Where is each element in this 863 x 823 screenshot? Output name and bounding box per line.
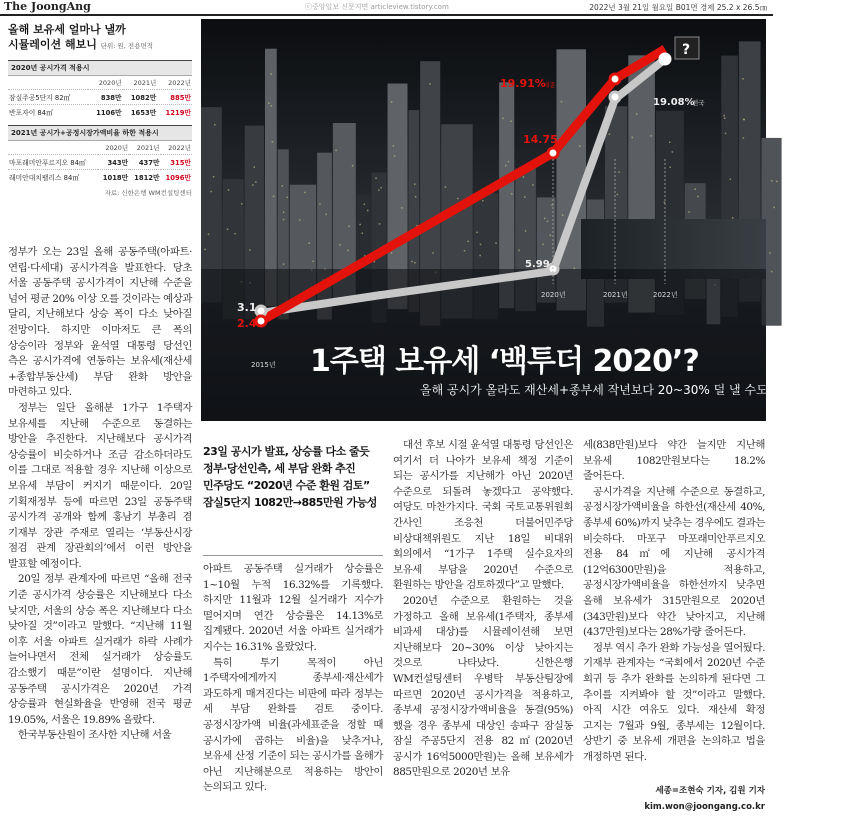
paragraph: 20일 정부 관계자에 따르면 “올해 전국 기준 공시가격 상승률은 지난해보다 다소 낮지만, 서울의 상승 폭은 지난해보다 다소 낮아질 것”이라고 말했다. “지난해 11월 이후 서울 아파트 실거래가 하락 사례가 늘어나면서 전체 실거래가 상승률도 감소했기 때문”이란 설명이다. 지난해 공동주택 공시가격은 2020년 가격 상승률과 현실화율을 반영해 전국 평균 19.05%, 서울은 19.89% 올랐다. bbox=[8, 573, 192, 726]
article-column-4 bbox=[583, 438, 765, 765]
window-light bbox=[364, 204, 366, 206]
window-light bbox=[479, 255, 481, 256]
window-light bbox=[414, 183, 416, 185]
window-light bbox=[550, 235, 552, 237]
window-light bbox=[273, 196, 275, 198]
deck-line: 민주당도 “2020년 수준 환원 검토” bbox=[203, 479, 370, 492]
point-sejong-2015 bbox=[256, 316, 266, 326]
window-light bbox=[502, 118, 504, 120]
window-light bbox=[271, 105, 273, 107]
year-header: 2022년 bbox=[168, 79, 191, 87]
question-mark: ? bbox=[682, 42, 691, 58]
window-light bbox=[664, 202, 666, 204]
window-light bbox=[732, 217, 734, 219]
window-light bbox=[208, 233, 210, 235]
window-light bbox=[432, 252, 434, 254]
window-light bbox=[617, 194, 619, 196]
window-light bbox=[204, 249, 206, 251]
top-rule bbox=[0, 14, 773, 16]
window-light bbox=[252, 184, 254, 186]
paragraph: 세(838만원)보다 약간 늘지만 지난해 보유세 1082만원보다는 18.2% 줄어든다. bbox=[583, 439, 765, 483]
window-light bbox=[609, 133, 611, 135]
table-row: 잠실주공5단지 82㎡ 838만 1082만 885만 bbox=[8, 90, 192, 105]
window-light bbox=[723, 115, 725, 117]
window-light bbox=[457, 198, 459, 200]
year-header: 2021년 bbox=[136, 144, 160, 152]
window-light bbox=[339, 244, 341, 246]
window-light bbox=[255, 181, 257, 183]
window-light bbox=[518, 250, 520, 252]
top-bar bbox=[0, 0, 773, 14]
series-label-sejong: 세종 bbox=[543, 81, 556, 89]
window-light bbox=[505, 165, 507, 167]
table-row: 반포자이 84㎡ 1106만 1653만 1219만 bbox=[8, 105, 192, 120]
paragraph: 대선 후보 시절 윤석열 대통령 당선인은 여기서 더 나아가 보유세 책정 기준이 되는 공시가를 지난해가 아닌 2020년 수준으로 되돌려 놓겠다고 공약했다. 여당도 마찬가지다. 국회 국토교통위원회 간사인 조응천 더불어민주당 비상대책위원도 지난 18일 비대위 회의에서 “1가구 1주택 실수요자의 보유세 부담을 2020년 수준으로 환원하는 방안을 검토하겠다”고 말했다. bbox=[393, 439, 573, 592]
x-tick-label: 2020년 bbox=[541, 291, 566, 299]
window-light bbox=[249, 249, 251, 251]
paragraph: 정부는 일단 올해분 1가구 1주택자 보유세를 지난해 수준으로 동결하는 방안을 추진한다. 지난해보다 공시가격 상승률이 비슷하거나 조금 감소하더라도 이를 그대로 적용할 경우 지난해 이상으로 보유세 부담이 커지기 때문이다. 20일 기획재정부 등에 따르면 23일 공동주택 공시가격 공개와 함께 홍남기 부총리 겸 기재부 장관 주재로 열리는 ‘부동산시장 점검 관계 장관회의’에서 이런 방안을 발표할 예정이다. bbox=[8, 401, 192, 570]
deck-line: 23일 공시가 발표, 상승률 다소 줄듯 bbox=[203, 445, 370, 458]
reporter-names: 세종=조현숙 기자, 김원 기자 bbox=[655, 786, 765, 796]
window-light bbox=[771, 180, 773, 182]
table-row: 마포래미안푸르지오 84㎡ 343만 437만 315만 bbox=[8, 155, 192, 170]
year-header: 2021년 bbox=[133, 79, 157, 87]
window-light bbox=[362, 232, 364, 234]
window-light bbox=[650, 135, 652, 137]
window-light bbox=[697, 196, 699, 198]
point-sejong-2020 bbox=[548, 148, 558, 158]
window-light bbox=[510, 121, 512, 123]
window-light bbox=[391, 101, 393, 103]
table-2021 bbox=[8, 125, 192, 184]
table-row: 래미안대치팰리스 84㎡ 1018만 1812만 1096만 bbox=[8, 170, 192, 185]
chart-source: 자료: 국토교통부 bbox=[853, 388, 862, 450]
window-light bbox=[482, 200, 484, 202]
simulation-title-line2: 시뮬레이션 해보니 bbox=[8, 38, 97, 51]
window-light bbox=[325, 214, 327, 216]
window-light bbox=[308, 242, 310, 244]
window-light bbox=[347, 250, 349, 252]
chart-legend bbox=[853, 145, 863, 451]
window-light bbox=[743, 119, 745, 121]
window-light bbox=[299, 219, 301, 221]
window-light bbox=[272, 141, 274, 143]
window-light bbox=[214, 124, 216, 126]
newspaper-logo: The JoongAng bbox=[4, 0, 91, 13]
window-light bbox=[270, 73, 272, 75]
window-light bbox=[268, 102, 270, 104]
window-light bbox=[573, 268, 575, 270]
window-light bbox=[210, 191, 212, 193]
window-light bbox=[286, 197, 288, 199]
window-light bbox=[688, 211, 690, 213]
window-light bbox=[636, 113, 638, 115]
window-light bbox=[669, 167, 671, 169]
simulation-title-line1: 올해 보유세 얼마나 낼까 bbox=[8, 23, 126, 36]
window-light bbox=[319, 203, 321, 205]
window-light bbox=[379, 223, 381, 225]
window-light bbox=[725, 133, 727, 135]
point-national-2021 bbox=[610, 92, 620, 102]
deck-line: 잠실5단지 1082만→885만원 가능성 bbox=[203, 496, 377, 509]
x-tick-label: 2015년 bbox=[251, 361, 276, 369]
x-tick-label: 2022년 bbox=[653, 291, 678, 299]
window-light bbox=[467, 241, 469, 243]
window-light bbox=[562, 214, 564, 216]
data-label-national: 19.08% bbox=[653, 97, 695, 108]
window-light bbox=[213, 176, 215, 178]
window-light bbox=[523, 176, 525, 178]
window-light bbox=[282, 185, 284, 187]
window-light bbox=[631, 137, 633, 139]
window-light bbox=[776, 181, 778, 183]
deck-divider bbox=[203, 555, 383, 556]
paragraph: 2020년 수준으로 환원하는 것을 가정하고 올해 보유세(1주택자, 종부세 비과세 대상)를 시뮬레이션해 보면 지난해보다 20~30% 이상 낮아지는 것으로 나타났다. 신한은행 WM컨설팅센터 우병탁 부동산팀장에 따르면 2020년 공시가격을 적용하고, 종부세 공정시장가액비율을 동결(95%)했을 경우 종부세 대상인 송파구 잠실동 잠실 주공5단지 전용 82㎡(2020년 공시가 16억5000만원)는 올해 보유세가 885만원으로 2020년 보유 bbox=[393, 594, 573, 779]
date-info: 2022년 3월 21일 월요일 B01면 경제 25.2 x 26.5㎝ bbox=[589, 3, 767, 12]
window-light bbox=[672, 151, 674, 153]
paragraph: 정부 역시 추가 완화 가능성을 열어뒀다. 기재부 관계자는 “국회에서 2020년 수준 회귀 등 추가 완화를 논의하게 된다면 그 추이를 지켜봐야 할 것”이라고 말했다. 아직 시간 여유도 있다. 재산세 확정 고지는 7월과 9월, 종부세는 12월이다. 상반기 중 보유세 개편을 논의하고 법을 개정하면 된다. bbox=[583, 641, 765, 763]
window-light bbox=[669, 142, 671, 144]
window-light bbox=[234, 233, 236, 235]
article-column-2 bbox=[203, 562, 383, 796]
window-light bbox=[375, 177, 377, 179]
building bbox=[265, 49, 277, 306]
window-light bbox=[742, 78, 744, 80]
window-light bbox=[495, 242, 497, 244]
window-light bbox=[378, 189, 380, 191]
data-label-sejong: 2.4 bbox=[237, 317, 257, 330]
byline bbox=[644, 783, 765, 815]
window-light bbox=[283, 219, 285, 221]
window-light bbox=[304, 192, 306, 194]
window-light bbox=[542, 243, 544, 245]
window-light bbox=[391, 252, 393, 254]
window-light bbox=[411, 261, 413, 263]
window-light bbox=[618, 171, 620, 173]
data-label-national: 5.99 bbox=[525, 259, 550, 270]
window-light bbox=[524, 196, 526, 198]
window-light bbox=[724, 117, 726, 119]
headline: 1주택 보유세 ‘백투더 2020’? bbox=[310, 344, 699, 379]
article-deck bbox=[203, 443, 383, 511]
data-label-sejong: 19.91% bbox=[500, 77, 546, 90]
paragraph: 한국부동산원이 조사한 지난해 서울 bbox=[18, 729, 172, 742]
window-light bbox=[695, 188, 697, 190]
window-light bbox=[561, 101, 563, 103]
window-light bbox=[414, 262, 416, 264]
reporter-email: kim.won@joongang.co.kr bbox=[644, 802, 765, 812]
window-light bbox=[511, 193, 513, 195]
window-light bbox=[476, 232, 478, 234]
window-light bbox=[228, 189, 230, 191]
window-light bbox=[771, 271, 773, 273]
simulation-unit: 단위: 원, 전용면적 bbox=[100, 42, 154, 50]
window-light bbox=[367, 210, 369, 212]
window-light bbox=[348, 226, 350, 228]
window-light bbox=[394, 155, 396, 157]
year-header: 2020년 bbox=[98, 79, 122, 87]
chart-title: 주택 공시가 상승률 bbox=[853, 149, 863, 265]
window-light bbox=[769, 252, 771, 254]
window-light bbox=[773, 207, 775, 209]
article-column-3 bbox=[393, 438, 573, 781]
window-light bbox=[429, 83, 431, 85]
point-sejong-2021 bbox=[610, 74, 620, 84]
paragraph: 특히 투기 목적이 아닌 1주택자에게까지 종부세·재산세가 과도하게 매겨진다는 비판에 따라 정부는 세 부담 완화를 검토 중이다. 공정시장가액 비율(과세표준을 정할 때 공시가에 곱하는 비율)을 낮추거나, 보유세 산정 기준이 되는 공시가를 올해가 아닌 지난해분으로 적용하는 방안이 논의되고 있다. bbox=[203, 656, 383, 794]
window-light bbox=[380, 187, 382, 189]
series-label-national: 전국 bbox=[692, 99, 705, 107]
window-light bbox=[283, 211, 285, 213]
window-light bbox=[579, 145, 581, 147]
window-light bbox=[480, 244, 482, 246]
window-light bbox=[312, 261, 314, 263]
window-light bbox=[227, 229, 229, 231]
deck-line: 정부·당선인측, 세 부담 완화 추진 bbox=[203, 462, 356, 475]
window-light bbox=[283, 263, 285, 265]
window-light bbox=[241, 203, 243, 205]
window-light bbox=[254, 166, 256, 168]
table-source: 자료: 신한은행 WM컨설팅센터 bbox=[104, 189, 192, 197]
window-light bbox=[352, 165, 354, 167]
window-light bbox=[730, 178, 732, 180]
data-label-sejong: 14.75 bbox=[523, 133, 558, 146]
window-light bbox=[335, 150, 337, 152]
chart-subtitle: 공동주택 기준, 전년대비 변동률 bbox=[853, 268, 862, 384]
window-light bbox=[547, 221, 549, 223]
article-column-1 bbox=[8, 245, 192, 744]
point-2022 bbox=[660, 54, 670, 64]
paragraph: 아파트 공동주택 실거래가 상승률은 1~10월 누적 16.32%를 기록했다. 하지만 11월과 12월 실거래가 지수가 떨어지며 연간 상승률은 14.13%로 집계됐다. 2020년 서울 아파트 실거래가 지수는 16.31% 올랐었다. bbox=[203, 563, 383, 653]
window-light bbox=[508, 161, 510, 163]
simulation-title bbox=[8, 22, 192, 54]
window-light bbox=[544, 218, 546, 220]
watermark: ⓒ중앙일보 신문지면 articleview.tistory.com bbox=[305, 3, 449, 11]
subheadline: 올해 공시가 올라도 재산세+종부세 작년보다 20~30% 덜 낼 수도 bbox=[420, 383, 768, 397]
cityscape-chart-image bbox=[201, 19, 863, 450]
window-light bbox=[401, 207, 403, 209]
table-2021-title: 2021년 공시가+공정시장가액비율 하한 적용시 bbox=[8, 126, 192, 141]
window-light bbox=[464, 250, 466, 252]
data-label-national: 3.1 bbox=[237, 301, 257, 314]
window-light bbox=[393, 145, 395, 147]
table-2020-title: 2020년 공시가격 적용시 bbox=[8, 61, 192, 76]
window-light bbox=[551, 204, 553, 206]
table-2020 bbox=[8, 60, 192, 119]
simulation-box bbox=[8, 22, 192, 197]
window-light bbox=[415, 196, 417, 198]
window-light bbox=[743, 137, 745, 139]
year-header: 2022년 bbox=[168, 144, 191, 152]
window-light bbox=[359, 224, 361, 226]
window-light bbox=[525, 230, 527, 232]
window-light bbox=[445, 186, 447, 188]
paragraph: 공시가격을 지난해 수준으로 동결하고, 공정시장가액비율을 하한선(재산세 40%, 종부세 60%)까지 낮추는 경우에도 결과는 비슷하다. 마포구 마포래미안푸르지오 전용 84㎡에 지난해 공시가격(12억6300만원)을 적용하고, 공정시장가액비율을 하한선까지 낮추면 올해 보유세가 315만원으로 2020년(343만원)보다 약간 낮아지고, 지난해(437만원)보다는 28%가량 줄어든다. bbox=[583, 485, 765, 639]
window-light bbox=[532, 184, 534, 186]
year-header: 2020년 bbox=[105, 144, 129, 152]
paragraph: 정부가 오는 23일 올해 공동주택(아파트·연립·다세대) 공시가격을 발표한다. 당초 서울 공동주택 공시가격이 지난해 수준을 넘어 평균 20% 이상 오를 것이라는 예상과 달리, 지난해보다 상승 폭이 다소 낮아질 전망이다. 하지만 이마저도 큰 폭의 상승이라 정부와 윤석열 대통령 당선인 측은 공시가격에 연동하는 보유세(재산세+종합부동산세) 부담 완화 방안을 마련하고 있다. bbox=[8, 246, 192, 399]
x-tick-label: 2021년 bbox=[603, 291, 628, 299]
